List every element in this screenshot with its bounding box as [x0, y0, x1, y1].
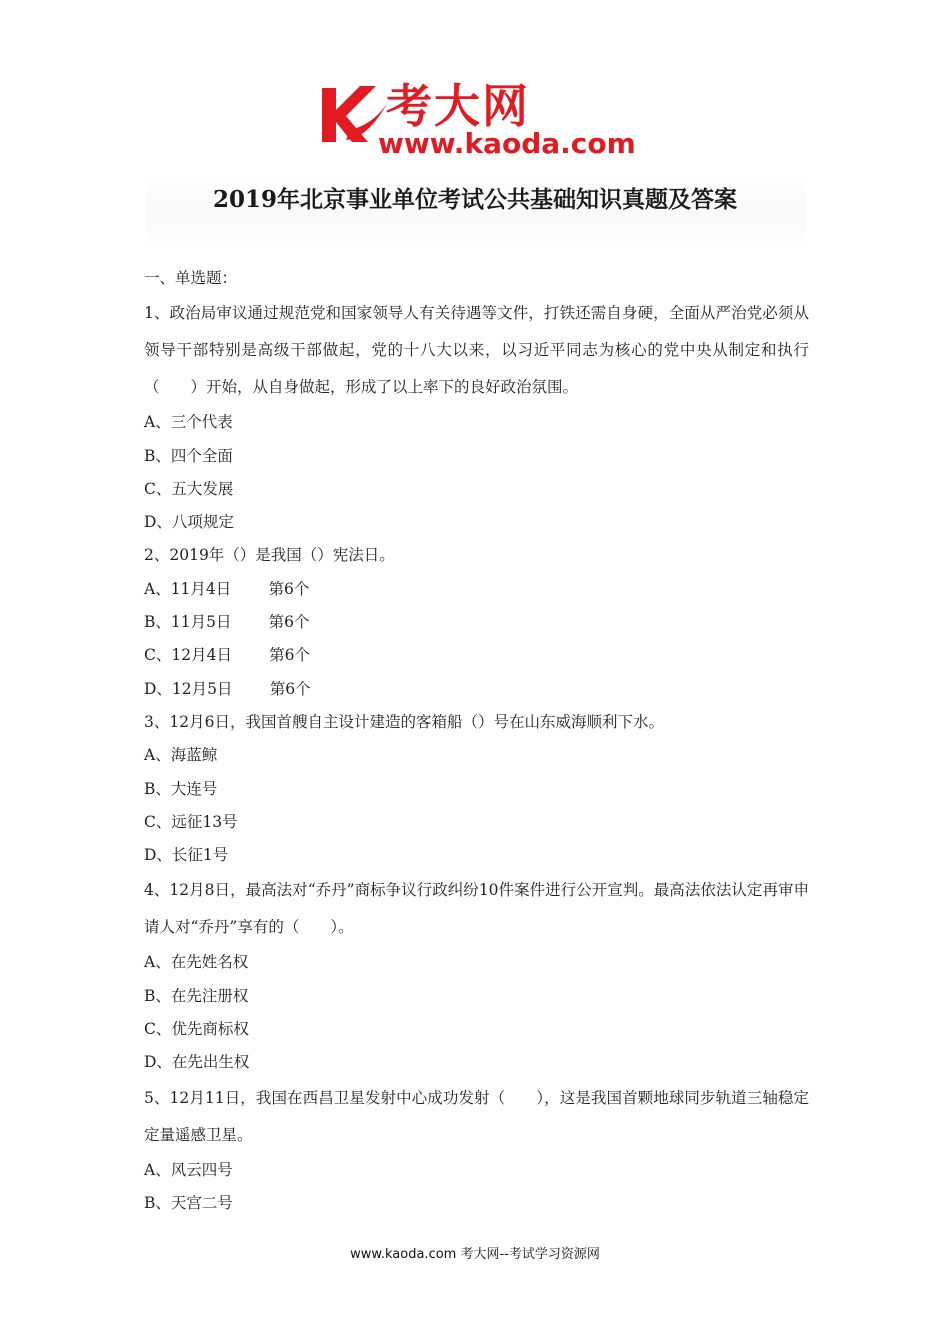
- option: B、天宫二号: [144, 1193, 233, 1212]
- option-label: D、12月5日: [144, 679, 233, 698]
- option: D、长征1号: [144, 846, 229, 865]
- option: D、在先出生权: [144, 1053, 250, 1072]
- option-extra: 第6个: [269, 679, 311, 698]
- option-label: C、12月4日: [144, 646, 232, 665]
- option: B、大连号: [144, 779, 218, 798]
- document-body: [144, 262, 809, 1220]
- option-label: B、11月5日: [144, 613, 232, 632]
- question-stem: 5、12月11日，我国在西昌卫星发射中心成功发射（ ），这是我国首颗地球同步轨道三轴稳定定量遥感卫星。: [144, 1088, 809, 1144]
- question-stem: 3、12月6日，我国首艘自主设计建造的客箱船（）号在山东威海顺利下水。: [144, 712, 664, 731]
- brand-name: 考大网: [386, 79, 530, 133]
- section-heading: 一、单选题：: [144, 269, 238, 287]
- option: [144, 606, 809, 639]
- option-extra: 第6个: [268, 613, 310, 632]
- option: C、优先商标权: [144, 1020, 249, 1039]
- option-extra: 第6个: [269, 646, 311, 665]
- kaoda-logo: [316, 80, 646, 166]
- page-footer: www.kaoda.com 考大网--考试学习资源网: [350, 1247, 600, 1262]
- brand-url: www.kaoda.com: [378, 127, 636, 160]
- option-label: A、11月4日: [144, 579, 232, 598]
- question-stem: 1、政治局审议通过规范党和国家领导人有关待遇等文件，打铁还需自身硬，全面从严治党必须从领导干部特别是高级干部做起，党的十八大以来，以习近平同志为核心的党中央从制定和执行（ ）开始，从自身做起，形成了以上率下的良好政治氛围。: [144, 304, 809, 397]
- option: C、五大发展: [144, 479, 234, 498]
- option: A、风云四号: [144, 1160, 233, 1179]
- option: C、远征13号: [144, 812, 238, 831]
- option: D、八项规定: [144, 513, 234, 532]
- question-stem: 4、12月8日，最高法对“乔丹”商标争议行政纠纷10件案件进行公开宣判。最高法依法认定再审申请人对“乔丹”享有的（ ）。: [144, 881, 809, 937]
- option: A、在先姓名权: [144, 953, 249, 972]
- option: B、四个全面: [144, 446, 233, 465]
- option: A、海蓝鲸: [144, 746, 218, 765]
- option-extra: 第6个: [268, 579, 310, 598]
- option: B、在先注册权: [144, 986, 249, 1005]
- option: A、三个代表: [144, 413, 233, 432]
- page-title: 2019年北京事业单位考试公共基础知识真题及答案: [212, 186, 737, 213]
- question-stem: 2、2019年（）是我国（）宪法日。: [144, 546, 395, 565]
- option: [144, 673, 809, 706]
- option: [144, 639, 809, 672]
- option: [144, 573, 809, 606]
